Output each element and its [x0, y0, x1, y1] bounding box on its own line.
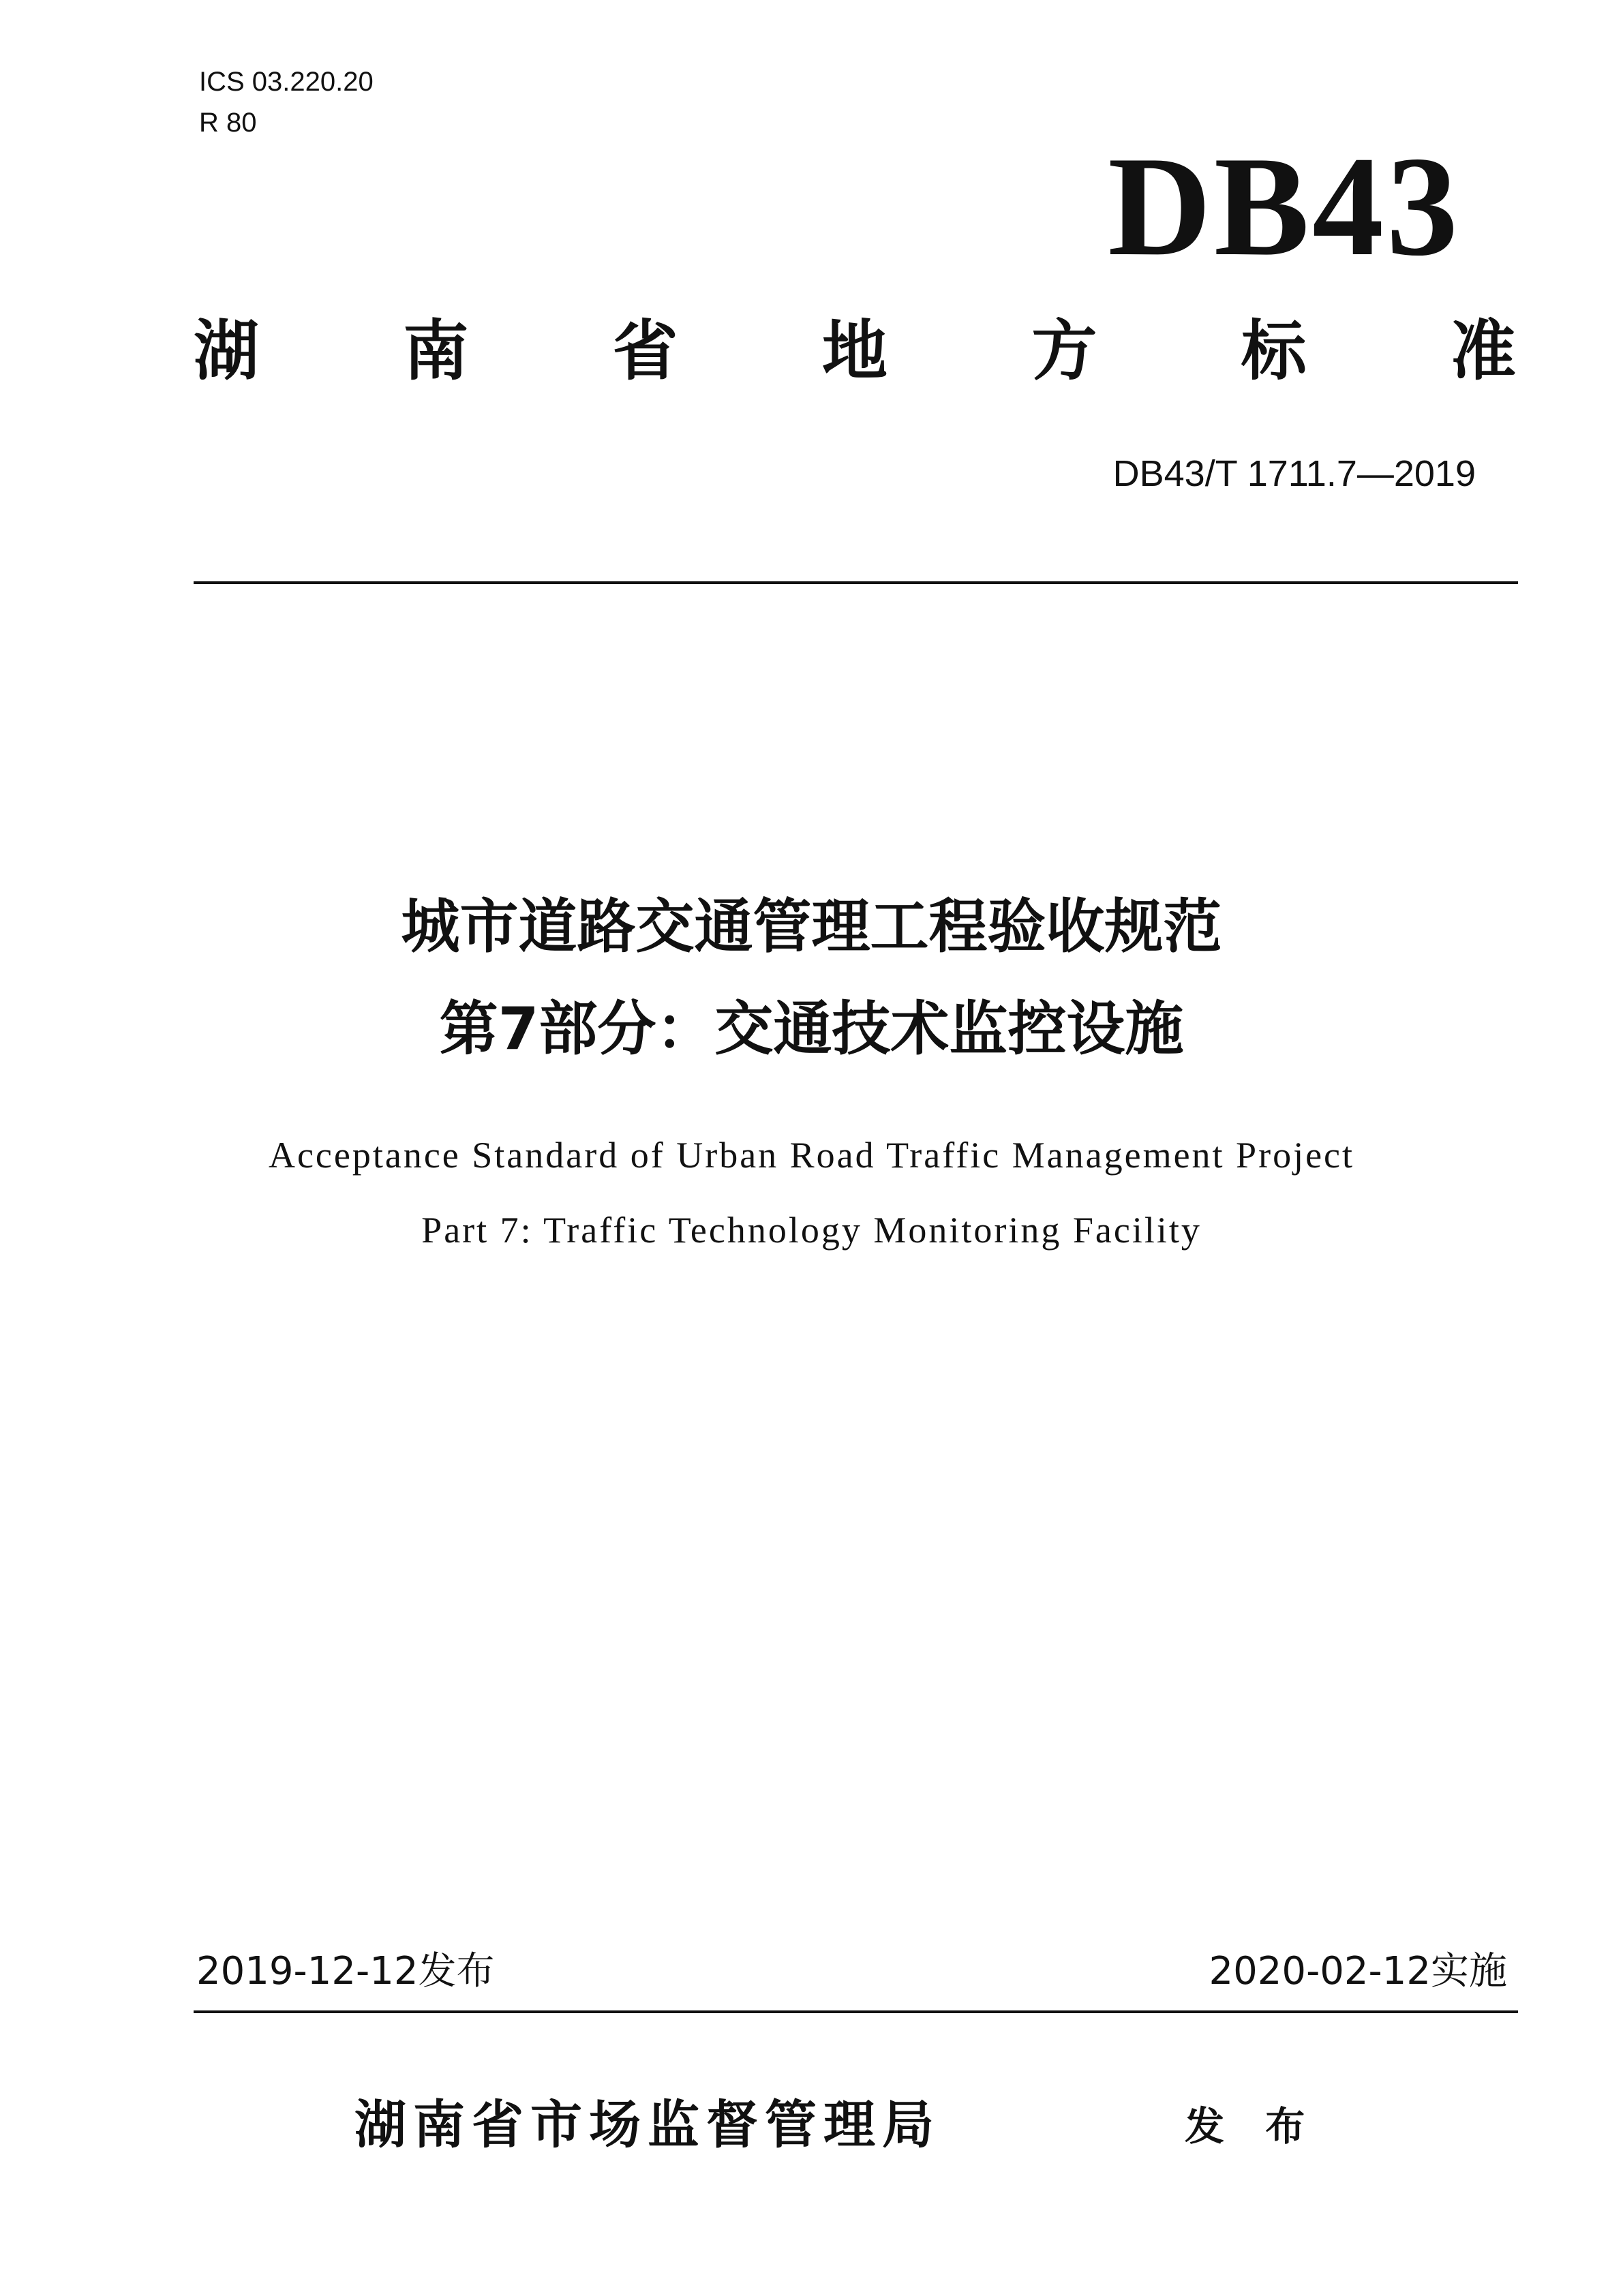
standard-type-char: 标 — [1241, 313, 1307, 389]
standard-type-char: 南 — [403, 313, 469, 389]
issuer-name: 湖南省市场监督管理局 — [354, 2094, 941, 2155]
standard-type-char: 省 — [612, 313, 678, 389]
standard-type-heading — [194, 307, 1516, 395]
title-en-line2: Part 7: Traffic Technology Monitoring Facility — [421, 1210, 1202, 1251]
title-cn-line1: 城市道路交通管理工程验收规范 — [401, 893, 1222, 961]
standard-number: DB43/T 1711.7—2019 — [1112, 453, 1476, 494]
standard-type-char: 方 — [1031, 313, 1097, 389]
title-en-line1: Acceptance Standard of Urban Road Traffic Management Project — [268, 1135, 1355, 1176]
ccs-code: R 80 — [199, 108, 257, 138]
header-divider — [194, 581, 1518, 584]
standard-type-char: 准 — [1450, 313, 1516, 389]
effective-date: 2020-02-12实施 — [1209, 1949, 1507, 1993]
ics-code: ICS 03.220.20 — [199, 67, 374, 97]
publish-date: 2019-12-12发布 — [196, 1949, 495, 1993]
title-cn-line2: 第7部分：交通技术监控设施 — [439, 995, 1184, 1063]
db-mark: DB43 — [1108, 127, 1461, 286]
footer-divider — [194, 2010, 1518, 2013]
standard-type-char: 地 — [821, 313, 888, 389]
standard-type-char: 湖 — [194, 313, 259, 389]
issuer-suffix: 发 布 — [1185, 2103, 1319, 2149]
